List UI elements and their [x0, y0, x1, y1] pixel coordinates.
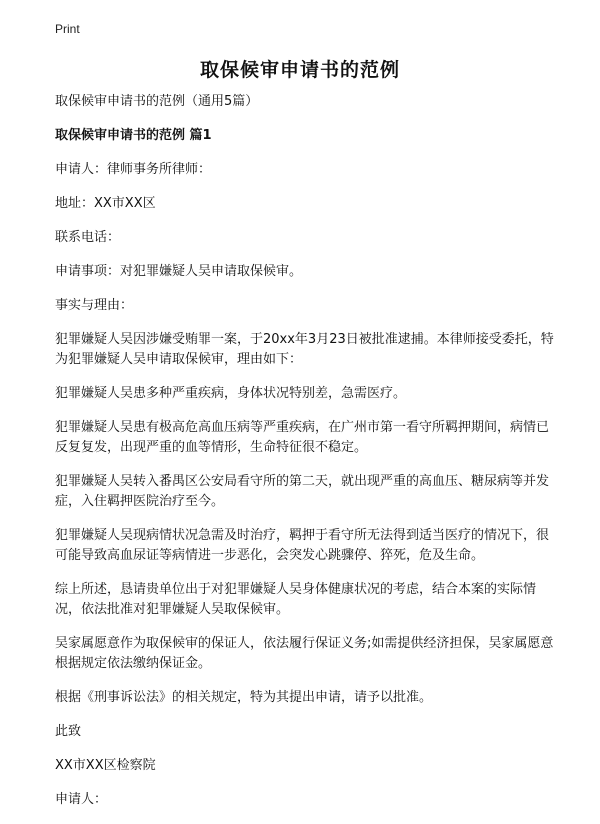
paragraph-conclusion: 综上所述，恳请贵单位出于对犯罪嫌疑人吴身体健康状况的考虑，结合本案的实际情况，依法批准对犯罪嫌疑人吴取保候审。	[55, 582, 537, 617]
paragraph-guarantor: 吴家属愿意作为取保候审的保证人，依法履行保证义务;如需提供经济担保，吴家属愿意根据规定依法缴纳保证金。	[55, 636, 554, 671]
paragraph-illness-summary: 犯罪嫌疑人吴患多种严重疾病，身体状况特别差，急需医疗。	[55, 386, 407, 401]
facts-heading: 事实与理由：	[55, 298, 134, 313]
closing-recipient: XX市XX区检察院	[55, 758, 156, 773]
document-body	[55, 92, 555, 824]
paragraph-transfer: 犯罪嫌疑人吴转入番禺区公安局看守所的第二天，就出现严重的高血压、糖尿病等并发症，入住羁押医院治疗至今。	[55, 474, 550, 509]
phone-field: 联系电话：	[55, 230, 121, 245]
applicant-field: 申请人：律师事务所律师：	[55, 162, 212, 177]
document-subtitle: 取保候审申请书的范例（通用5篇）	[55, 94, 259, 109]
print-label: Print	[55, 22, 80, 36]
matter-field: 申请事项：对犯罪嫌疑人吴申请取保候审。	[55, 264, 303, 279]
address-field: 地址：XX市XX区	[55, 196, 156, 211]
paragraph-legal-basis: 根据《刑事诉讼法》的相关规定，特为其提出申请，请予以批准。	[55, 690, 433, 705]
closing-salutation: 此致	[55, 724, 82, 739]
paragraph-illness-detail: 犯罪嫌疑人吴患有极高危高血压病等严重疾病，在广州市第一看守所羁押期间，病情已反复复发，出现严重的血等情形，生命特征很不稳定。	[55, 420, 550, 455]
closing-signature-label: 申请人：	[55, 792, 108, 807]
section-heading: 取保候审申请书的范例 篇1	[55, 128, 212, 143]
document-title: 取保候审申请书的范例	[199, 59, 400, 81]
paragraph-risk: 犯罪嫌疑人吴现病情状况急需及时治疗，羁押于看守所无法得到适当医疗的情况下，很可能导致高血尿证等病情进一步恶化，会突发心跳骤停、猝死，危及生命。	[55, 528, 550, 563]
paragraph-case-intro: 犯罪嫌疑人吴因涉嫌受贿罪一案，于20xx年3月23日被批准逮捕。本律师接受委托，特为犯罪嫌疑人吴申请取保候审，理由如下：	[55, 332, 554, 367]
